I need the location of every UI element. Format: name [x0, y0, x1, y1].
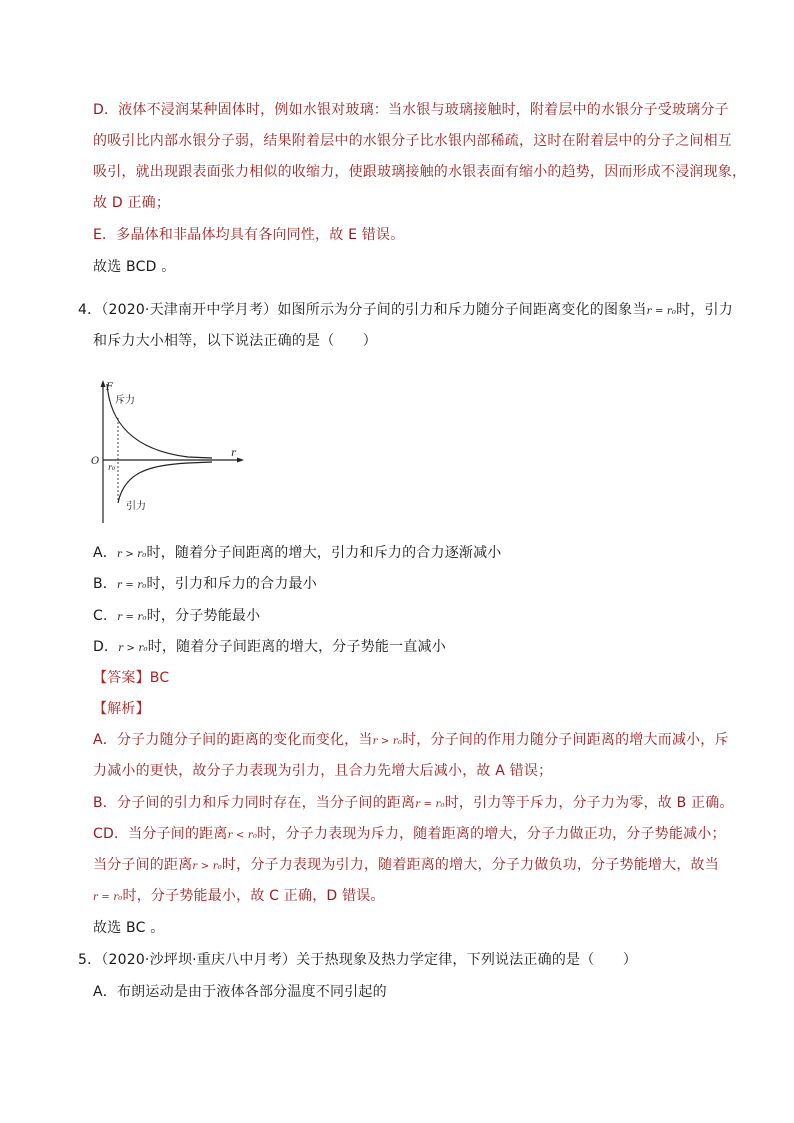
math-var: r = r₀ — [117, 580, 147, 591]
option-d — [93, 637, 446, 659]
solution-line: 故 D 正确； — [93, 195, 171, 211]
math-var: r = r₀ — [117, 612, 147, 623]
analysis-text: A．分子力随分子间的距离的变化而变化，当 — [93, 732, 373, 748]
question-4-stem-cont: 和斥力大小相等，以下说法正确的是（ ） — [93, 333, 377, 349]
option-b — [93, 574, 317, 596]
force-distance-graph — [88, 378, 258, 528]
question-5-stem: 5．（2020·沙坪坝·重庆八中月考）关于热现象及热力学定律，下列说法正确的是（ ） — [78, 952, 638, 968]
analysis-label: 【解析】 — [93, 701, 150, 717]
solution-line-e: E．多晶体和非晶体均具有各向同性，故 E 错误。 — [93, 227, 405, 243]
origin-label: O — [91, 456, 100, 467]
answer-label: 【答案】BC — [93, 670, 170, 686]
option-letter: D． — [93, 639, 119, 655]
x-axis-arrow — [237, 458, 244, 463]
analysis-line-cd — [93, 824, 726, 846]
choose-line: 故选 BC 。 — [93, 920, 165, 936]
analysis-text: 时，分子力表现为斥力，随着距离的增大，分子力做正功，分子势能减小； — [257, 826, 726, 842]
solution-line: 吸引，就出现跟表面张力相似的收缩力，使跟玻璃接触的水银表面有缩小的趋势，因而形成不浸润现象， — [93, 164, 747, 180]
analysis-text: 当分子间的距离 — [93, 857, 193, 873]
option-a — [93, 543, 502, 565]
analysis-text: B．分子间的引力和斥力同时存在，当分子间的距离 — [93, 795, 416, 811]
analysis-text: 时，分子力表现为引力，随着距离的增大，分子力做负功，分子势能增大，故当 — [221, 857, 719, 873]
x-axis-label: r — [231, 448, 236, 459]
question-5-option-a: A．布朗运动是由于液体各部分温度不同引起的 — [93, 984, 387, 1000]
attraction-label: 引力 — [126, 501, 146, 512]
math-var: r > r₀ — [192, 861, 222, 872]
attraction-curve — [118, 462, 212, 503]
analysis-line — [93, 886, 385, 908]
y-axis-arrow — [101, 380, 106, 387]
analysis-line-b — [93, 793, 734, 815]
analysis-line: 力减小的更快，故分子力表现为引力，且合力先增大后减小，故 A 错误； — [93, 763, 553, 779]
analysis-text: 时，分子势能最小，故 C 正确，D 错误。 — [122, 888, 385, 904]
option-letter: A． — [93, 545, 117, 561]
math-var: r < r₀ — [227, 830, 258, 841]
repulsion-label: 斥力 — [115, 395, 135, 406]
choose-line: 故选 BCD 。 — [93, 259, 176, 275]
option-text: 时，引力和斥力的合力最小 — [146, 576, 317, 592]
math-var: r > r₀ — [372, 736, 403, 747]
option-text: 时，随着分子间距离的增大，引力和斥力的合力逐渐减小 — [146, 545, 502, 561]
solution-line-d: D．液体不浸润某种固体时，例如水银对玻璃：当水银与玻璃接触时，附着层中的水银分子受玻璃分子 — [93, 102, 729, 118]
option-text: 时，分子势能最小 — [146, 608, 261, 624]
r0-label: r₀ — [108, 463, 116, 472]
analysis-text: 时，引力等于斥力，分子力为零，故 B 正确。 — [444, 795, 734, 811]
math-var: r > r₀ — [118, 643, 148, 654]
math-var: r = r₀ — [93, 892, 123, 903]
solution-line: 的吸引比内部水银分子弱，结果附着层中的水银分子比水银内部稀疏，这时在附着层中的分子之间相互 — [93, 133, 732, 149]
analysis-text: 时，分子间的作用力随分子间距离的增大而减小，斥 — [402, 732, 729, 748]
option-letter: B． — [93, 576, 118, 592]
stem-text: 时，引力 — [676, 302, 733, 318]
math-var: r = r₀ — [415, 799, 445, 810]
stem-text: 4．（2020·天津南开中学月考）如图所示为分子间的引力和斥力随分子间距离变化的图象当 — [78, 302, 647, 318]
option-letter: C． — [93, 608, 118, 624]
analysis-text: CD．当分子间的距离 — [93, 826, 228, 842]
question-4-stem — [78, 300, 733, 322]
analysis-line-a — [93, 730, 729, 752]
option-text: 时，随着分子间距离的增大，分子势能一直减小 — [147, 639, 446, 655]
math-var: r = r₀ — [646, 306, 677, 317]
analysis-line — [93, 855, 719, 877]
y-axis-label: F — [106, 382, 113, 393]
option-c — [93, 606, 260, 628]
math-var: r > r₀ — [116, 549, 147, 560]
